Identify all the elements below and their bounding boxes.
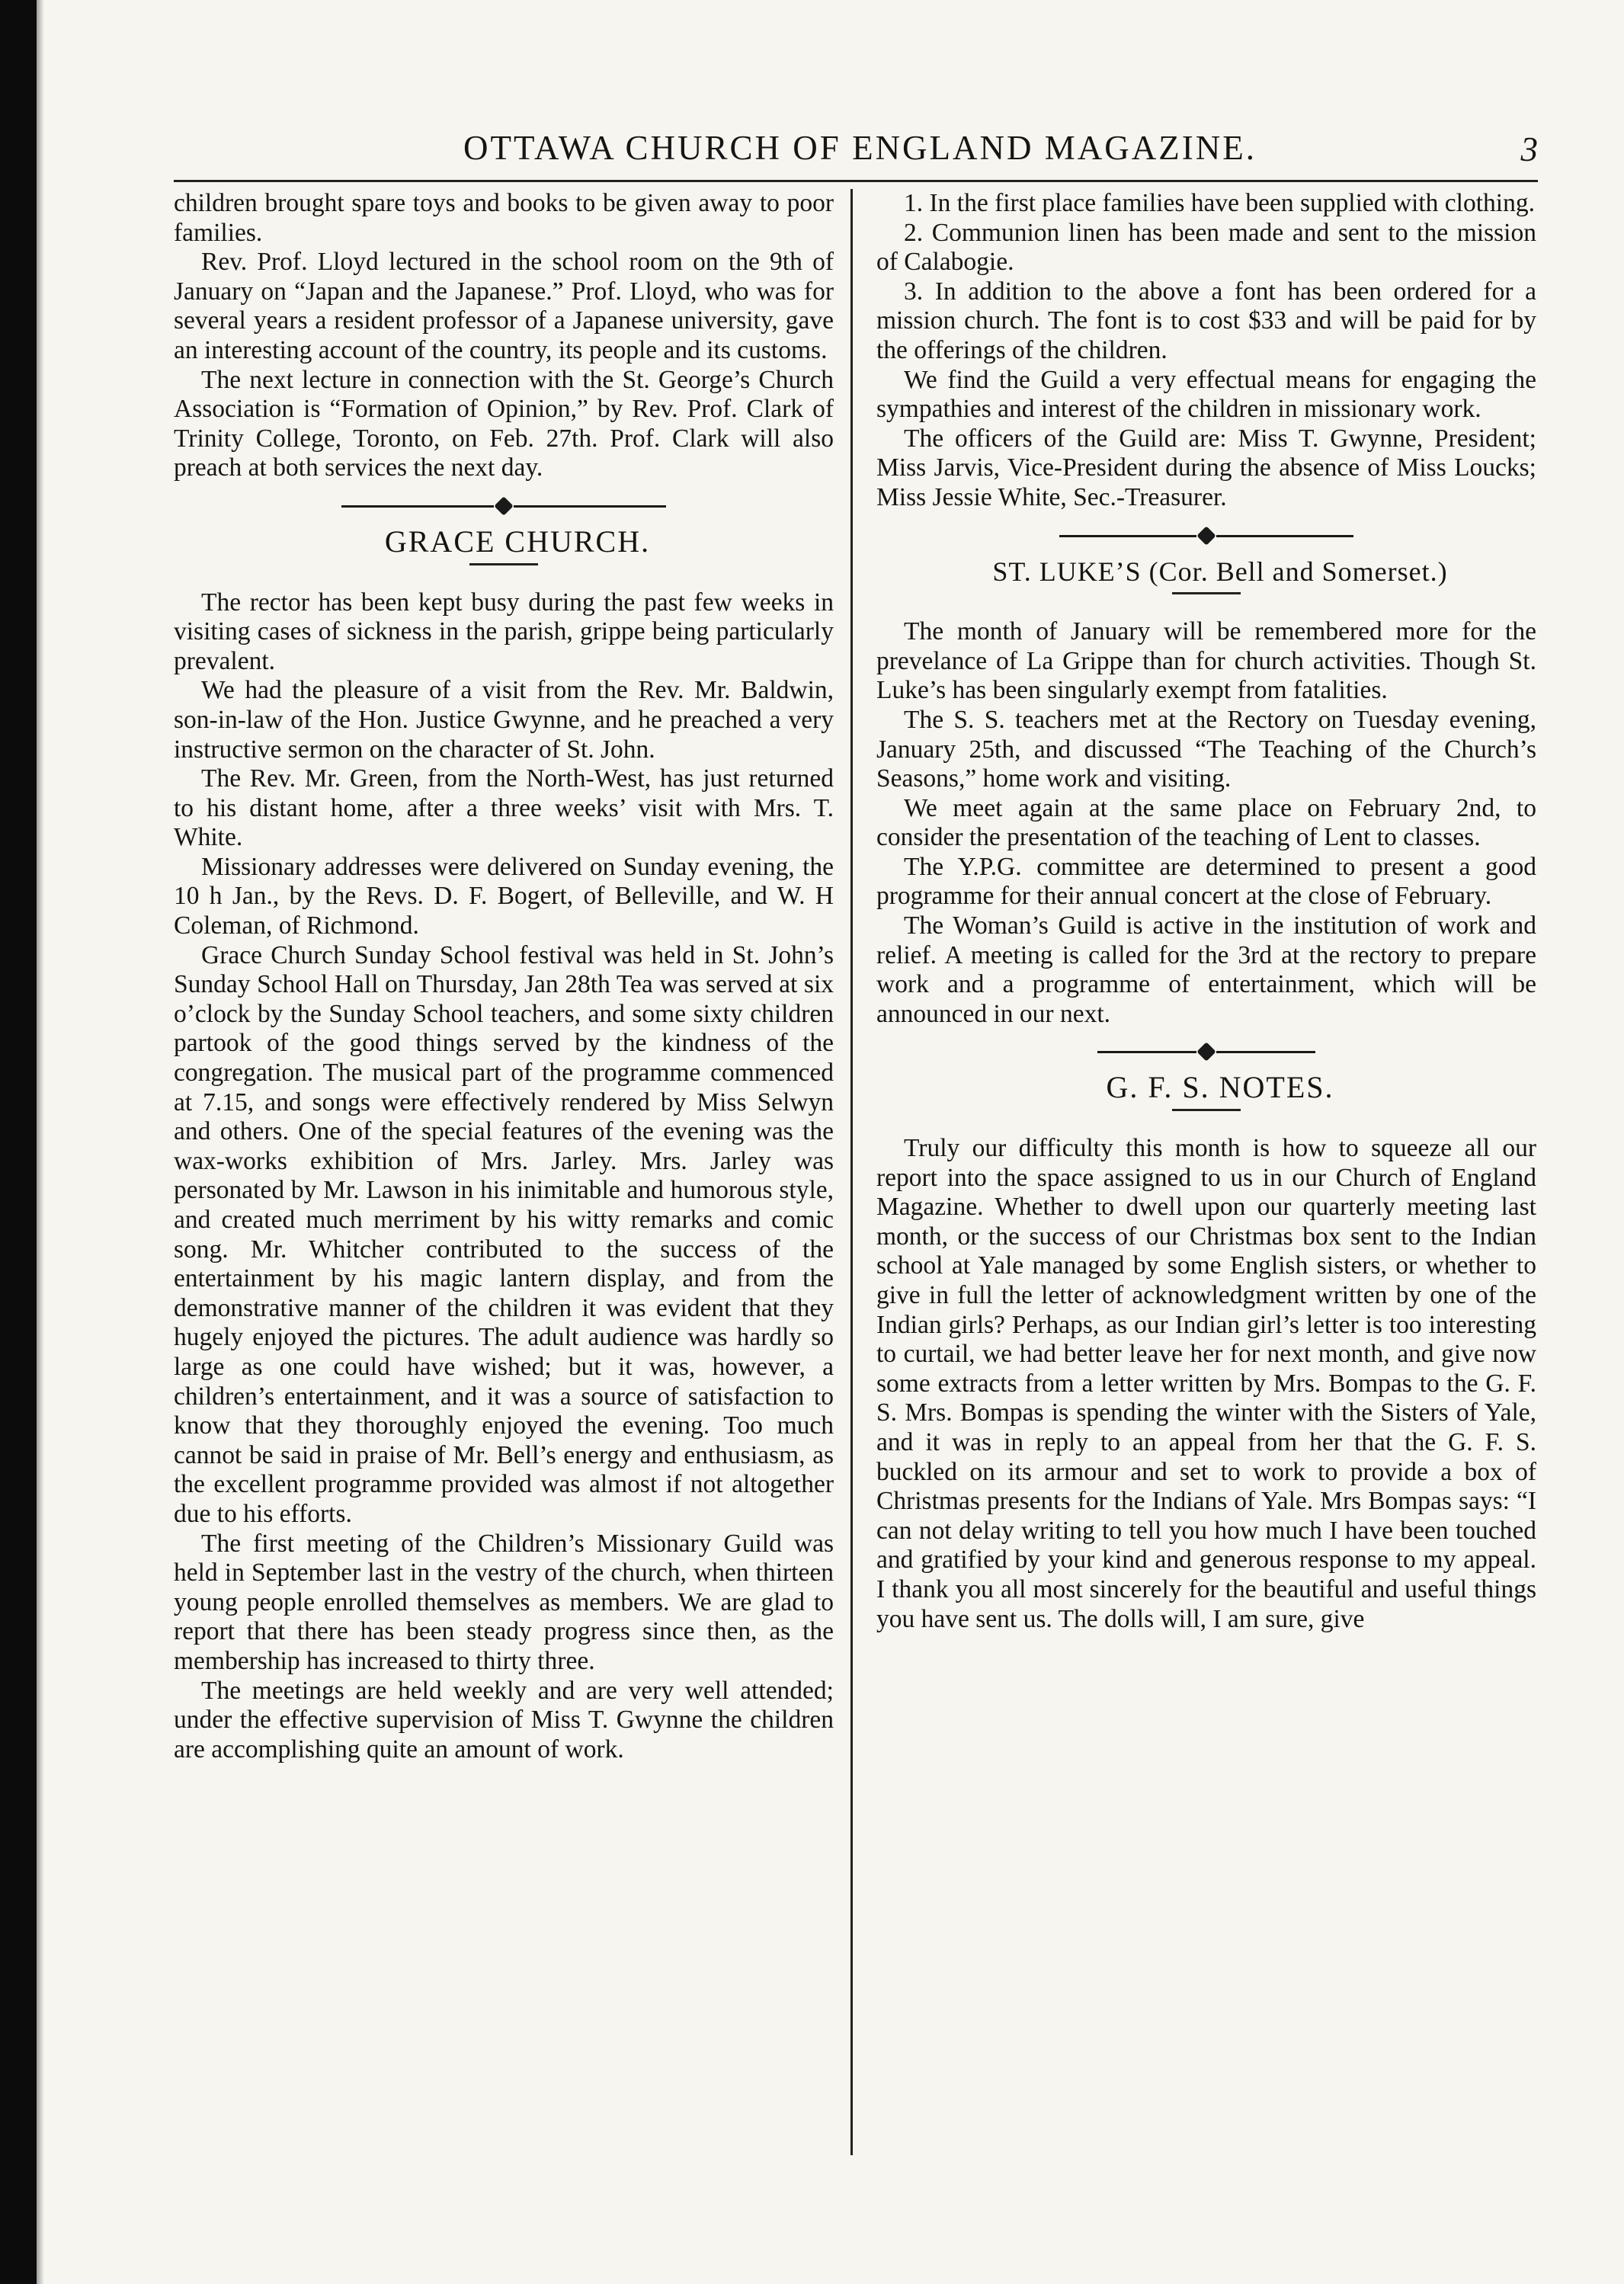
paragraph: children brought spare toys and books to be given away to poor families. — [174, 189, 834, 247]
heading-rule — [469, 563, 538, 565]
section-ornament — [876, 1036, 1536, 1067]
section-ornament — [876, 521, 1536, 551]
paragraph: The next lecture in connection with the St. George’s Church Association is “Formation of Opinion,” by Rev. Prof. Clark of Trinity College, Toronto, on Feb. 27th. Prof. Clark will also preach at both services the next day. — [174, 365, 834, 482]
paragraph: Rev. Prof. Lloyd lectured in the school room on the 9th of January on “Japan and the Japanese.” Prof. Lloyd, who was for several years a resident professor of a Japanese university, gave an interesting account of the country, its people and its customs. — [174, 248, 834, 364]
paragraph: We meet again at the same place on February 2nd, to consider the presentation of the teaching of Lent to classes. — [876, 793, 1536, 852]
heading-rule — [1172, 1109, 1241, 1111]
heading-rule — [1172, 592, 1241, 594]
paragraph: Truly our difficulty this month is how to squeeze all our report into the space assigned to us in our Church of England Magazine. Whether to dwell upon our quarterly meeting last month, or the success of our Christmas box sent to the Indian school at Yale managed by some English sisters, or whether to give in full the letter of acknowledgment written by one of the Indian girls? Perhaps, as our Indian girl’s letter is too interesting to curtail, we had better leave her for next month, and give now some extracts from a letter written by Mrs. Bompas to the G. F. S. Mrs. Bompas is spending the winter with the Sisters of Yale, and it was in reply to an appeal from her that the G. F. S. buckled on its armour and set to work to provide a box of Christmas presents for the Indians of Yale. Mrs Bompas says: “I can not delay writing to tell you how much I have been touched and gratified by your kind and generous response to my appeal. I thank you all most sincerely for the beautiful and useful things you have sent us. The dolls will, I am sure, give — [876, 1134, 1536, 1633]
paragraph: Grace Church Sunday School festival was held in St. John’s Sunday School Hall on Thursday, Jan 28th Tea was served at six o’clock by the Sunday School teachers, and some sixty children partook of the good things served by the kindness of the congregation. The musical part of the programme commenced at 7.15, and songs were effectively rendered by Miss Selwyn and others. One of the special features of the evening was the wax-works exhibition of Mrs. Jarley. Mrs. Jarley was personated by Mr. Lawson in his inimitable and humorous style, and created much merriment by his witty remarks and comic song. Mr. Whitcher contributed to the success of the entertainment by his magic lantern display, and from the demonstrative manner of the children it was evident that they hugely enjoyed the pictures. The adult audience was hardly so large as one could have wished; but it was, however, a children’s entertainment, and it was a source of satisfaction to know that they thoroughly enjoyed the evening. Too much cannot be said in praise of Mr. Bell’s energy and enthusiasm, as the excellent programme provided was almost if not altogether due to his efforts. — [174, 940, 834, 1528]
paragraph: The Rev. Mr. Green, from the North-West, has just returned to his distant home, after a three weeks’ visit with Mrs. T. White. — [174, 764, 834, 852]
section-heading-st-lukes: ST. LUKE’S (Cor. Bell and Somerset.) — [992, 556, 1448, 587]
right-column — [876, 189, 1536, 2163]
paragraph: 3. In addition to the above a font has been ordered for a mission church. The font is to cost $33 and will be paid for by the offerings of the children. — [876, 277, 1536, 364]
section-ornament — [174, 491, 834, 521]
paragraph: The officers of the Guild are: Miss T. Gwynne, President; Miss Jarvis, Vice-President during the absence of Miss Loucks; Miss Jessie White, Sec.-Treasurer. — [876, 424, 1536, 511]
paragraph: The Woman’s Guild is active in the institution of work and relief. A meeting is called for the 3rd at the rectory to prepare work and a programme of entertainment, which will be announced in our next. — [876, 911, 1536, 1028]
paragraph: 1. In the first place families have been supplied with clothing. — [904, 189, 1535, 217]
left-column — [174, 189, 834, 2163]
page-number: 3 — [1520, 130, 1538, 168]
paragraph: The Y.P.G. committee are determined to present a good programme for their annual concert at the close of February. — [876, 852, 1536, 911]
column-divider — [850, 189, 853, 2155]
scan-edge-bar — [0, 0, 37, 2284]
section-heading-grace-church: GRACE CHURCH. — [384, 524, 651, 559]
paragraph: The month of January will be remembered more for the prevelance of La Grippe than for church activities. Though St. Luke’s has been singularly exempt from fatalities. — [876, 617, 1536, 705]
paragraph: 2. Communion linen has been made and sent to the mission of Calabogie. — [876, 218, 1536, 277]
paragraph: The meetings are held weekly and are very well attended; under the effective supervision of Miss T. Gwynne the children are accomplishing quite an amount of work. — [174, 1676, 834, 1763]
paragraph: The rector has been kept busy during the past few weeks in visiting cases of sickness in the parish, grippe being particularly prevalent. — [174, 588, 834, 675]
paragraph: We had the pleasure of a visit from the Rev. Mr. Baldwin, son-in-law of the Hon. Justice Gwynne, and he preached a very instructive sermon on the character of St. John. — [174, 676, 834, 764]
section-heading-gfs-notes: G. F. S. NOTES. — [1106, 1070, 1334, 1105]
paragraph: Missionary addresses were delivered on Sunday evening, the 10 h Jan., by the Revs. D. F. Bogert, of Belleville, and W. H Coleman, of Richmond. — [174, 852, 834, 940]
magazine-title: OTTAWA CHURCH OF ENGLAND MAGAZINE. — [463, 129, 1257, 167]
paragraph: The first meeting of the Children’s Missionary Guild was held in September last in the vestry of the church, when thirteen young people enrolled themselves as members. We are glad to report that there has been steady progress since then, as the membership has increased to thirty three. — [174, 1529, 834, 1675]
page-header — [174, 128, 1538, 177]
paragraph: We find the Guild a very effectual means for engaging the sympathies and interest of the children in missionary work. — [876, 365, 1536, 424]
paragraph: The S. S. teachers met at the Rectory on Tuesday evening, January 25th, and discussed “The Teaching of the Church’s Seasons,” home work and visiting. — [876, 705, 1536, 793]
header-rule — [174, 180, 1538, 182]
